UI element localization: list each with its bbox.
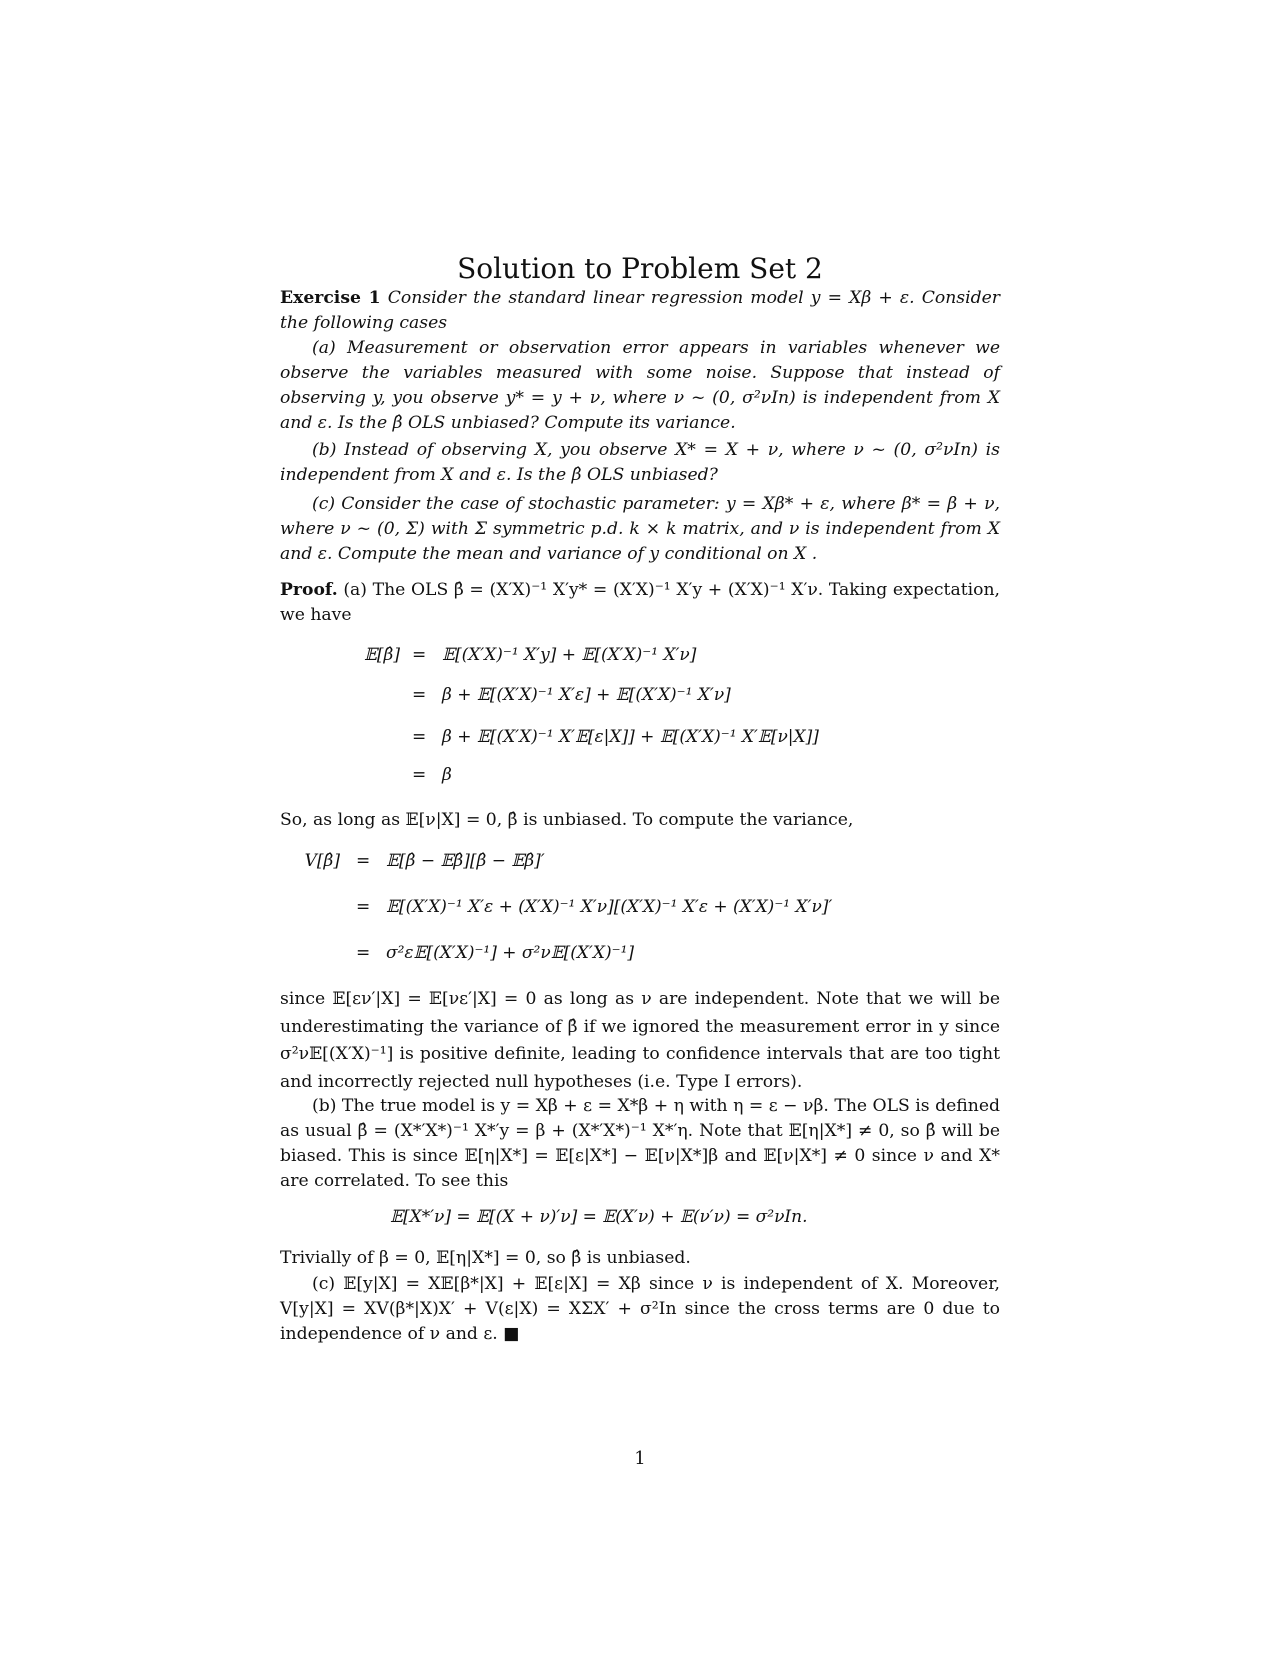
equation-variance — [280, 848, 1000, 968]
eq1-equals: = — [412, 685, 427, 705]
eq2-equals: = — [356, 851, 371, 871]
eq2-equals: = — [356, 943, 371, 963]
equation-expectation — [330, 642, 950, 792]
eq1-line: 𝔼[(X′X)⁻¹ X′y] + 𝔼[(X′X)⁻¹ X′ν] — [442, 645, 697, 665]
eq1-lhs: 𝔼[β̂] — [363, 645, 400, 665]
exercise-block — [280, 286, 1000, 336]
eq2-line: 𝔼[β̂ − 𝔼β̂][β̂ − 𝔼β̂]′ — [386, 851, 545, 871]
exercise-part-c: (c) Consider the case of stochastic parameter: y = Xβ* + ε, where β* = β + ν, where ν ~ (0, Σ) with Σ symmetric p.d. k × k matrix, and ν is independent from X and ε. Compute the mean and variance of y conditional on X . — [280, 494, 1000, 564]
eq1-equals: = — [412, 645, 427, 665]
qed-square-icon: ■ — [503, 1324, 520, 1344]
proof-label: Proof. — [280, 580, 338, 600]
page-title: Solution to Problem Set 2 — [457, 252, 823, 285]
exercise-label: Exercise 1 — [280, 288, 381, 308]
page-number: 1 — [634, 1448, 646, 1469]
equation-covariance: 𝔼[X*′ν] = 𝔼[(X + ν)′ν] = 𝔼(X′ν) + 𝔼(ν′ν) = σ²νIn. — [390, 1207, 808, 1227]
eq1-line: β + 𝔼[(X′X)⁻¹ X′ε] + 𝔼[(X′X)⁻¹ X′ν] — [442, 685, 731, 705]
exercise-intro: Consider the standard linear regression model y = Xβ + ε. Consider the following cases — [280, 288, 1001, 333]
exercise-part-b: (b) Instead of observing X, you observe X* = X + ν, where ν ~ (0, σ²νIn) is independent from X and ε. Is the β̂ OLS unbiased? — [280, 440, 1000, 485]
proof-text-a: (a) The OLS β̂ = (X′X)⁻¹ X′y* = (X′X)⁻¹ X′y + (X′X)⁻¹ X′ν. Taking expectation, we have — [280, 580, 1000, 625]
eq1-equals: = — [412, 727, 427, 747]
proof-text-underestimate: since 𝔼[εν′|X] = 𝔼[νε′|X] = 0 as long as ν are independent. Note that we will be underestimating the variance of β̂ if we ignored the measurement error in y since σ²ν𝔼[(X′X)⁻¹] is positive definite, leading to confidence intervals that are too tight and incorrectly rejected null hypotheses (i.e. Type I errors). — [280, 989, 1000, 1092]
eq2-line: σ²ε𝔼[(X′X)⁻¹] + σ²ν𝔼[(X′X)⁻¹] — [386, 943, 635, 963]
eq2-equals: = — [356, 897, 371, 917]
eq1-line: β + 𝔼[(X′X)⁻¹ X′𝔼[ε|X]] + 𝔼[(X′X)⁻¹ X′𝔼[ν|X]] — [442, 727, 819, 747]
proof-text-c — [280, 1272, 1000, 1347]
proof-text-c-body: (c) 𝔼[y|X] = X𝔼[β*|X] + 𝔼[ε|X] = Xβ since ν is independent of X. Moreover, V[y|X] = XV(β*|X)X′ + V(ε|X) = XΣX′ + σ²In since the cross terms are 0 due to independence of ν and ε. — [280, 1274, 1000, 1344]
eq1-line: β — [442, 765, 452, 785]
proof-intro — [280, 578, 1000, 628]
proof-text-b: (b) The true model is y = Xβ + ε = X*β + η with η = ε − νβ. The OLS is defined as usual β̂ = (X*′X*)⁻¹ X*′y = β + (X*′X*)⁻¹ X*′η. Note that 𝔼[η|X*] ≠ 0, so β̂ will be biased. This is since 𝔼[η|X*] = 𝔼[ε|X*] − 𝔼[ν|X*]β and 𝔼[ν|X*] ≠ 0 since ν and X* are correlated. To see this — [280, 1096, 1000, 1191]
proof-text-variance: So, as long as 𝔼[ν|X] = 0, β̂ is unbiased. To compute the variance, — [280, 810, 854, 830]
exercise-part-a: (a) Measurement or observation error appears in variables whenever we observe the variables measured with some noise. Suppose that instead of observing y, you observe y* = y + ν, where ν ~ (0, σ²νIn) is independent from X and ε. Is the β̂ OLS unbiased? Compute its variance. — [280, 338, 1000, 433]
eq2-line: 𝔼[(X′X)⁻¹ X′ε + (X′X)⁻¹ X′ν][(X′X)⁻¹ X′ε + (X′X)⁻¹ X′ν]′ — [386, 897, 833, 917]
eq2-lhs: V[β̂] — [304, 851, 340, 871]
proof-text-trivial: Trivially of β = 0, 𝔼[η|X*] = 0, so β̂ is unbiased. — [280, 1248, 691, 1268]
eq1-equals: = — [412, 765, 427, 785]
